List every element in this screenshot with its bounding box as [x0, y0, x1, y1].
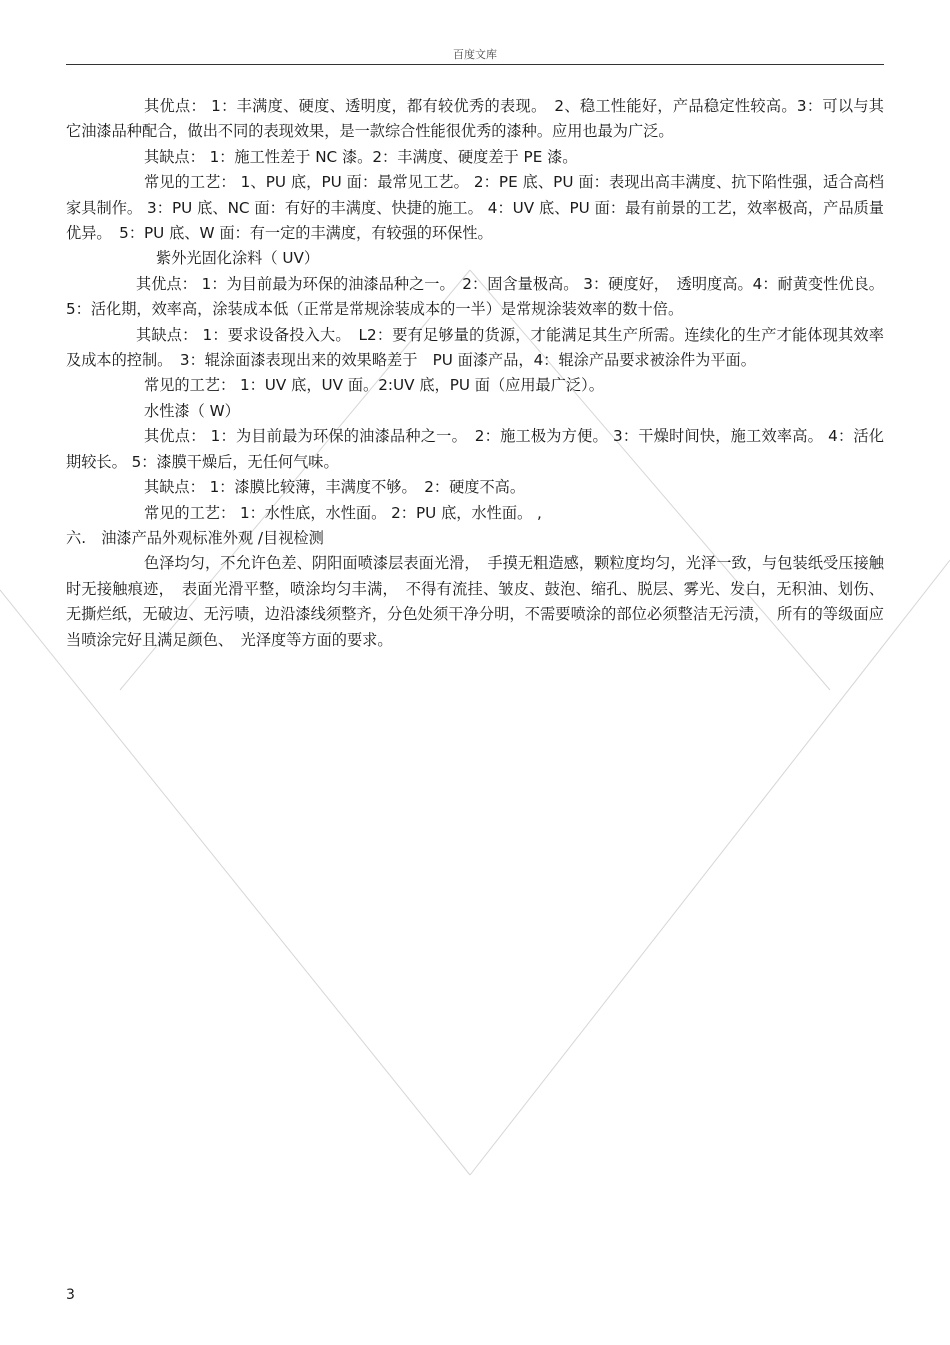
paragraph-pu-advantages: 其优点： 1：丰满度、硬度、透明度，都有较优秀的表现。 2、稳工性能好，产品稳定性较高。3：可以与其它油漆品种配合，做出不同的表现效果，是一款综合性能很优秀的漆种。应用也最为广泛。	[66, 97, 884, 141]
document-body	[66, 94, 884, 653]
paragraph-pu-disadvantages: 其缺点： 1：施工性差于 NC 漆。2：丰满度、硬度差于 PE 漆。	[144, 147, 578, 166]
heading-uv-coating: 紫外光固化涂料（ UV）	[156, 249, 320, 268]
section-heading-six: 六. 油漆产品外观标准外观 /目视检测	[66, 528, 324, 547]
paragraph-uv-advantages: 其优点： 1：为目前最为环保的油漆品种之一。 2：固含量极高。 3：硬度好， 透明度高。4：耐黄变性优良。 5：活化期，效率高，涂装成本低（正常是常规涂装成本的一半）是常规涂装效率的数十倍。	[66, 274, 884, 319]
page-header-title: 百度文库	[453, 48, 497, 61]
paragraph-w-advantages: 其优点： 1：为目前最为环保的油漆品种之一。 2：施工极为方便。 3：干燥时间快，施工效率高。 4：活化期较长。 5：漆膜干燥后，无任何气味。	[66, 427, 884, 471]
paragraph-w-disadvantages: 其缺点： 1：漆膜比较薄，丰满度不够。 2：硬度不高。	[144, 478, 526, 497]
paragraph-appearance-standard: 色泽均匀，不允许色差、阴阳面喷漆层表面光滑， 手摸无粗造感，颗粒度均匀，光泽一致，与包装纸受压接触时无接触痕迹， 表面光滑平整，喷涂均匀丰满， 不得有流挂、皱皮、鼓泡、缩孔、脱层、雾光、发白，无积油、划伤、无撕烂纸，无破边、无污啧，边沿漆线须整齐，分色处须干净分明，不需要喷涂的部位必须整洁无污渍， 所有的等级面应当喷涂完好且满足颜色、 光泽度等方面的要求。	[66, 554, 884, 649]
paragraph-uv-processes: 常见的工艺： 1：UV 底，UV 面。2:UV 底，PU 面（应用最广泛）。	[144, 376, 604, 395]
page-number: 3	[66, 1287, 75, 1303]
paragraph-w-processes: 常见的工艺： 1：水性底，水性面。 2：PU 底，水性面。 ,	[144, 503, 542, 522]
heading-water-based-paint: 水性漆（ W）	[144, 401, 240, 420]
paragraph-pu-processes: 常见的工艺： 1、PU 底，PU 面：最常见工艺。 2：PE 底、PU 面：表现出高丰满度、抗下陷性强，适合高档家具制作。 3：PU 底、NC 面：有好的丰满度、快捷的施工。 4：UV 底、PU 面：最有前景的工艺，效率极高，产品质量优异。 5：PU 底、W 面：有一定的丰满度，有较强的环保性。	[66, 173, 884, 243]
paragraph-uv-disadvantages: 其缺点： 1：要求设备投入大。 L2：要有足够量的货源，才能满足其生产所需。连续化的生产才能体现其效率及成本的控制。 3：辊涂面漆表现出来的效果略差于 PU 面漆产品，4：辊涂产品要求被涂件为平面。	[66, 325, 884, 370]
header-divider	[66, 64, 884, 65]
